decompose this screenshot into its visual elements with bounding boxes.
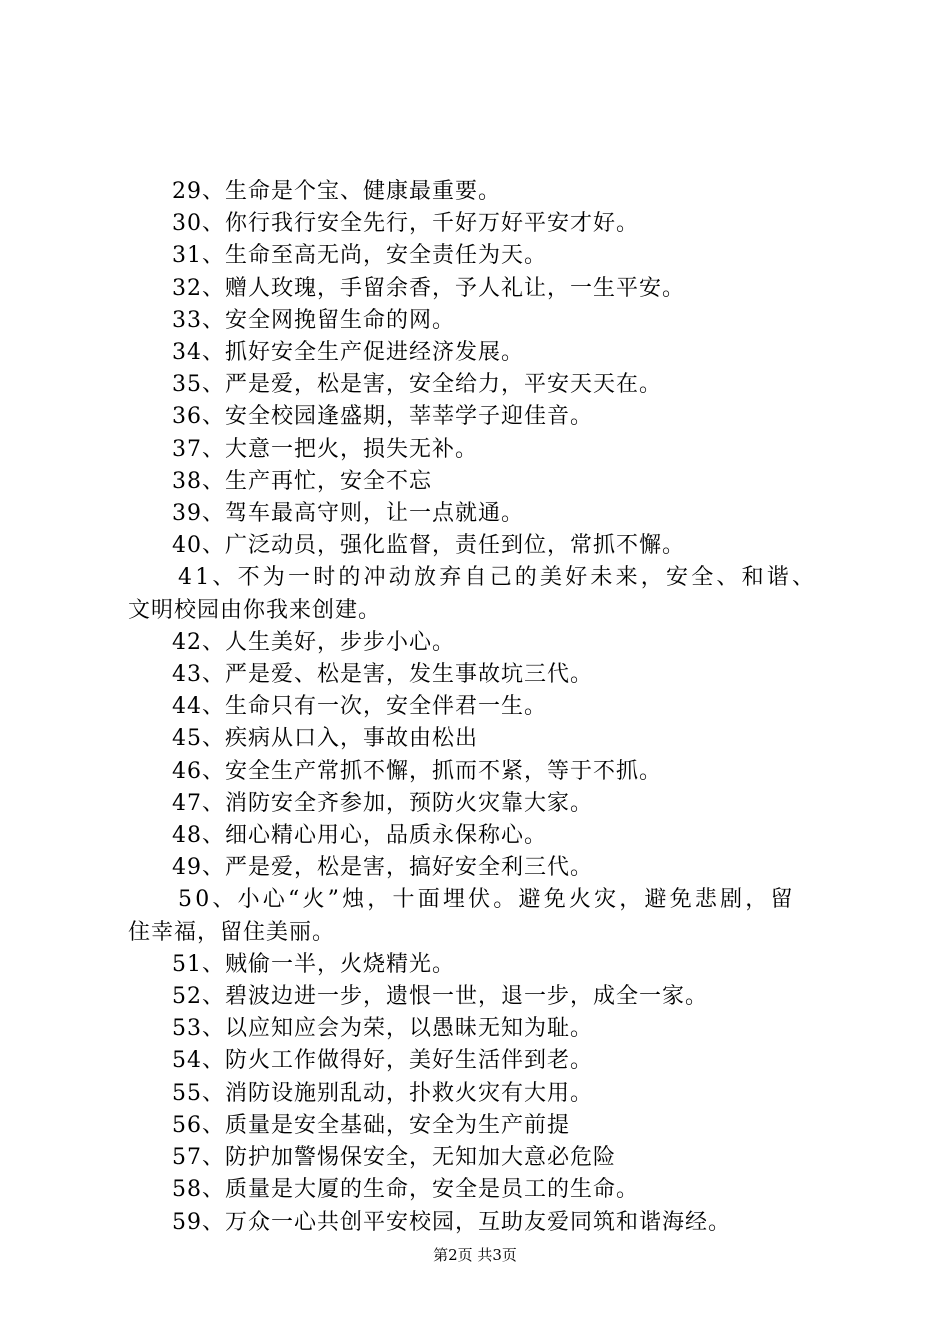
- slogan-33: 33、安全网挽留生命的网。: [172, 307, 455, 333]
- slogan-56: 56、质量是安全基础，安全为生产前提: [172, 1112, 570, 1138]
- slogan-50-continued: 住幸福，留住美丽。: [128, 919, 336, 945]
- slogan-48: 48、细心精心用心，品质永保称心。: [172, 823, 547, 849]
- slogan-31: 31、生命至高无尚，安全责任为天。: [172, 243, 547, 269]
- slogan-58: 58、质量是大厦的生命，安全是员工的生命。: [172, 1177, 639, 1203]
- slogan-45: 45、疾病从口入，事故由松出: [172, 726, 478, 752]
- slogan-50: 50、小心“火”烛，十面埋伏。避免火灾，避免悲剧，留: [178, 887, 796, 913]
- slogan-59: 59、万众一心共创平安校园，互助友爱同筑和谐海经。: [172, 1209, 731, 1235]
- slogan-36: 36、安全校园逢盛期，莘莘学子迎佳音。: [172, 404, 593, 430]
- slogan-35: 35、严是爱，松是害，安全给力，平安天天在。: [172, 372, 662, 398]
- slogan-57: 57、防护加警惕保安全，无知加大意必危险: [172, 1145, 616, 1171]
- slogan-29: 29、生命是个宝、健康最重要。: [172, 179, 501, 204]
- slogan-41-continued: 文明校园由你我来创建。: [128, 597, 382, 623]
- slogan-46: 46、安全生产常抓不懈，抓而不紧，等于不抓。: [172, 758, 662, 784]
- slogan-49: 49、严是爱，松是害，搞好安全利三代。: [172, 855, 593, 881]
- document-body: [128, 176, 834, 1239]
- slogan-47: 47、消防安全齐参加，预防火灾靠大家。: [172, 790, 593, 816]
- slogan-51: 51、贼偷一半，火烧精光。: [172, 951, 455, 977]
- slogan-37: 37、大意一把火，损失无补。: [172, 436, 478, 462]
- page-number-label: 第2页 共3页: [433, 1246, 517, 1264]
- slogan-52: 52、碧波边进一步，遗恨一世，退一步，成全一家。: [172, 984, 708, 1010]
- slogan-41: 41、不为一时的冲动放弃自己的美好未来，安全、和谐、: [178, 565, 818, 591]
- slogan-55: 55、消防设施别乱动，扑救火灾有大用。: [172, 1080, 593, 1106]
- slogan-39: 39、驾车最高守则，让一点就通。: [172, 501, 524, 527]
- slogan-53: 53、以应知应会为荣，以愚昧无知为耻。: [172, 1016, 593, 1042]
- slogan-40: 40、广泛动员，强化监督，责任到位，常抓不懈。: [172, 533, 685, 559]
- slogan-44: 44、生命只有一次，安全伴君一生。: [172, 694, 547, 720]
- slogan-30: 30、你行我行安全先行，千好万好平安才好。: [172, 211, 639, 237]
- slogan-42: 42、人生美好，步步小心。: [172, 629, 455, 655]
- slogan-38: 38、生产再忙，安全不忘: [172, 468, 432, 494]
- page-footer: [0, 1244, 950, 1265]
- slogan-54: 54、防火工作做得好，美好生活伴到老。: [172, 1048, 593, 1074]
- slogan-34: 34、抓好安全生产促进经济发展。: [172, 340, 524, 366]
- slogan-43: 43、严是爱、松是害，发生事故坑三代。: [172, 662, 593, 688]
- slogan-32: 32、赠人玫瑰，手留余香，予人礼让，一生平安。: [172, 275, 685, 301]
